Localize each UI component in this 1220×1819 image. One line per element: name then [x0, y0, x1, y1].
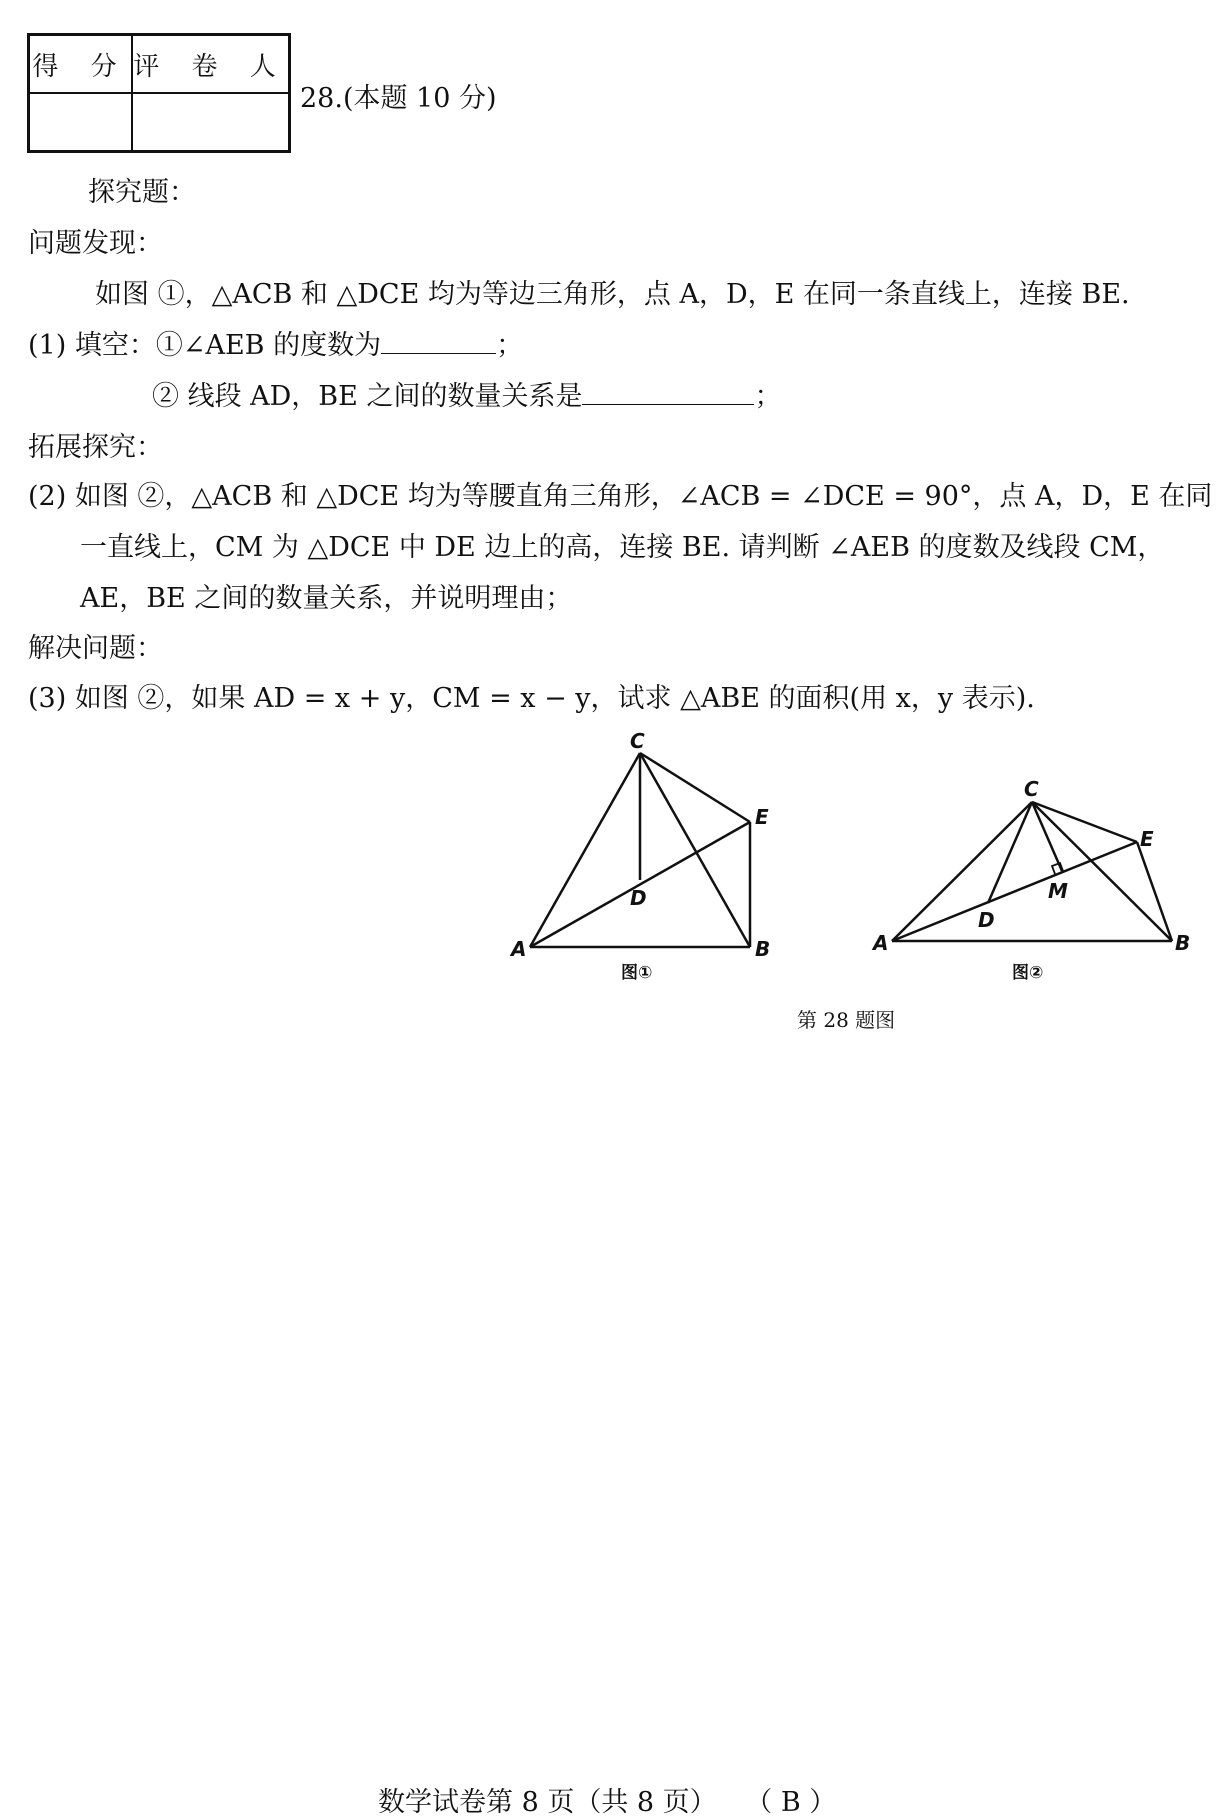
fig2-label-b: B [1175, 931, 1191, 955]
part1-line [28, 329, 523, 363]
fig1-label-c: C [630, 729, 645, 753]
fig2-caption: 图② [1012, 963, 1044, 983]
part1b-suffix: ； [754, 381, 782, 412]
grader-header: 评 卷 人 [132, 35, 290, 94]
fig1-label-a: A [511, 937, 527, 961]
grader-cell [132, 93, 290, 152]
part2-line2: 一直线上，CM 为 △DCE 中 DE 边上的高，连接 BE. 请判断 ∠AEB 的度数及线段 CM， [80, 532, 1165, 563]
extend-heading: 拓展探究： [28, 432, 163, 463]
figure-area [500, 725, 1200, 1032]
part1-suffix: ； [496, 330, 524, 361]
fig1-segment-ce [640, 753, 750, 822]
fig1-caption: 图① [621, 963, 653, 983]
fig2-label-e: E [1140, 827, 1154, 851]
discover-heading: 问题发现： [28, 228, 163, 259]
part1-prefix: (1) 填空：①∠AEB 的度数为 [28, 330, 382, 361]
fig2-segment-cb [1032, 802, 1172, 941]
fig2-label-d: D [978, 908, 995, 932]
fig2-label-a: A [873, 931, 889, 955]
footer-page-text: 数学试卷第 8 页（共 8 页） [378, 1787, 717, 1818]
score-cell [29, 93, 133, 152]
score-header: 得 分 [29, 35, 133, 94]
question-number: 28.(本题 10 分) [300, 83, 497, 114]
fig1-segment-cb [640, 753, 750, 947]
part2-line1: (2) 如图 ②，△ACB 和 △DCE 均为等腰直角三角形，∠ACB = ∠DCE = 90°，点 A，D，E 在同 [28, 481, 1213, 512]
fig2-label-c: C [1024, 777, 1039, 801]
discover-text: 如图 ①，△ACB 和 △DCE 均为等边三角形，点 A，D，E 在同一条直线上，连接 BE. [95, 279, 1130, 310]
solve-heading: 解决问题： [28, 633, 163, 664]
score-table [27, 33, 291, 153]
part2-line3: AE，BE 之间的数量关系，并说明理由； [80, 583, 573, 614]
fig2-segment-eb [1137, 842, 1172, 941]
fig2-segment-ae [892, 842, 1137, 941]
figures-caption: 第 28 题图 [797, 1008, 896, 1032]
part1b-prefix: ② 线段 AD，BE 之间的数量关系是 [152, 381, 583, 412]
page-footer [378, 1780, 836, 1819]
figures-svg [500, 725, 1200, 1032]
fig1-label-e: E [755, 805, 769, 829]
part3-line: (3) 如图 ②，如果 AD = x + y，CM = x − y，试求 △ABE 的面积(用 x，y 表示). [28, 683, 1035, 714]
fig2-label-m: M [1048, 879, 1068, 903]
explore-heading: 探究题： [88, 177, 196, 208]
part1-answer-blank[interactable] [381, 329, 496, 354]
part1b-line [152, 380, 781, 414]
figure-2 [892, 802, 1172, 941]
fig1-label-b: B [755, 937, 771, 961]
part1b-answer-blank[interactable] [582, 380, 754, 405]
fig2-segment-ca [892, 802, 1032, 941]
fig1-segment-ca [530, 753, 640, 947]
fig1-label-d: D [630, 886, 647, 910]
footer-version: （ B ） [745, 1787, 837, 1818]
figure-1 [530, 753, 750, 947]
